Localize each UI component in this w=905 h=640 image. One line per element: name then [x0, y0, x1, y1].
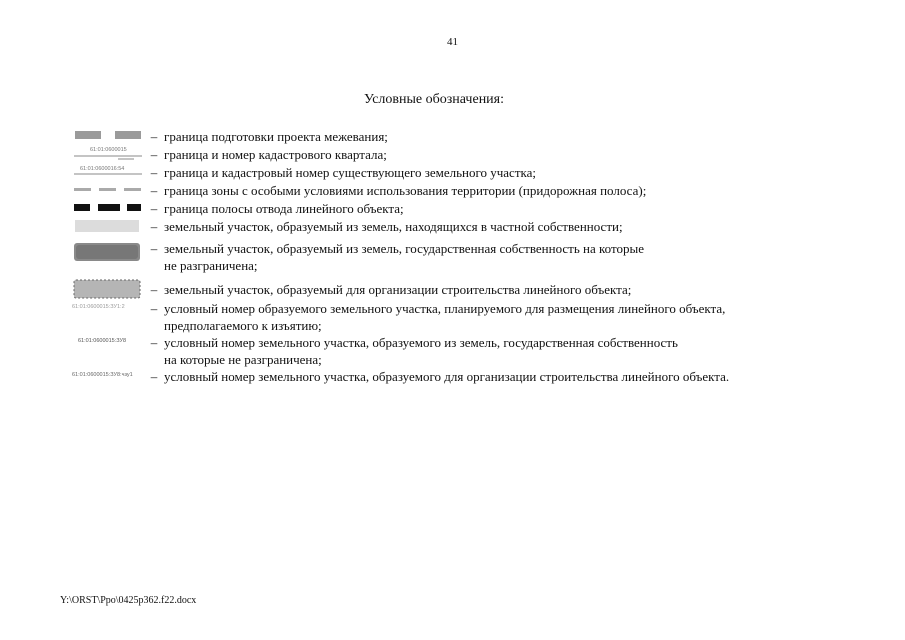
legend-item	[72, 182, 872, 199]
state-parcel-symbol	[72, 240, 144, 264]
legend-text: условный номер земельного участка, образуемого из земель, государственная собственность на которые не разграничена;	[164, 335, 678, 367]
legend-text: земельный участок, образуемый из земель, находящихся в частной собственности;	[164, 219, 623, 234]
page-number: 41	[447, 36, 458, 48]
state-parcel-number: 61:01:0600015:ЗУ8	[78, 338, 127, 344]
legend-dash: –	[150, 282, 158, 297]
legend-text: условный номер образуемого земельного участка, планируемого для размещения линейного объекта, предполагаемого к изъятию;	[164, 301, 726, 333]
roadside-zone-symbol	[72, 182, 144, 198]
legend-item	[72, 146, 872, 163]
legend-dash: –	[150, 165, 158, 180]
legend-dash: –	[150, 147, 158, 162]
right-of-way-symbol	[72, 200, 144, 216]
file-path-footer: Y:\ORST\Ppo\0425p362.f22.docx	[60, 595, 197, 606]
seizure-number-symbol	[72, 300, 144, 316]
existing-parcel-number: 61:01:0600016:54	[80, 166, 125, 172]
legend-dash: –	[150, 301, 158, 316]
legend-item	[72, 218, 872, 235]
linear-object-parcel-symbol	[72, 278, 144, 300]
legend-list	[72, 128, 872, 385]
linear-object-parcel-number: 61:01:0600015:ЗУ8:чзу1	[72, 372, 133, 378]
legend-dash: –	[150, 241, 158, 256]
legend-text: граница и кадастровый номер существующего земельного участка;	[164, 165, 537, 180]
legend-item	[72, 164, 872, 181]
state-number-symbol	[72, 334, 144, 350]
legend-dash: –	[150, 201, 158, 216]
legend-dash: –	[150, 219, 158, 234]
legend-item	[72, 278, 872, 300]
legend-dash: –	[150, 335, 158, 350]
seizure-parcel-number: 61:01:0600015:ЗУ1:2	[72, 304, 125, 310]
cadastral-quarter-symbol	[72, 146, 144, 162]
legend-dash: –	[150, 183, 158, 198]
legend-text: граница полосы отвода линейного объекта;	[164, 201, 404, 216]
legend-item	[72, 200, 872, 217]
private-parcel-symbol	[72, 218, 144, 234]
legend-dash: –	[150, 129, 158, 144]
cadastral-quarter-number: 61:01:0600015	[90, 147, 127, 153]
legend-title: Условные обозначения:	[363, 92, 505, 107]
legend-item	[72, 334, 872, 368]
legend-text: граница и номер кадастрового квартала;	[164, 147, 387, 162]
legend-item	[72, 300, 872, 334]
legend-dash: –	[150, 369, 158, 384]
project-boundary-symbol	[72, 128, 144, 144]
legend-text: земельный участок, образуемый для организации строительства линейного объекта;	[164, 282, 632, 297]
legend-text: граница зоны с особыми условиями использования территории (придорожная полоса);	[164, 183, 647, 198]
legend-text: граница подготовки проекта межевания;	[164, 129, 388, 144]
legend-item	[72, 128, 872, 145]
linear-number-symbol	[72, 368, 144, 384]
legend-text: условный номер земельного участка, образуемого для организации строительства линейного объекта.	[164, 369, 730, 384]
existing-parcel-symbol	[72, 164, 144, 180]
legend-text: земельный участок, образуемый из земель, государственная собственность на которые не разграничена;	[164, 241, 644, 273]
legend-item	[72, 368, 872, 385]
legend-item	[72, 240, 872, 274]
